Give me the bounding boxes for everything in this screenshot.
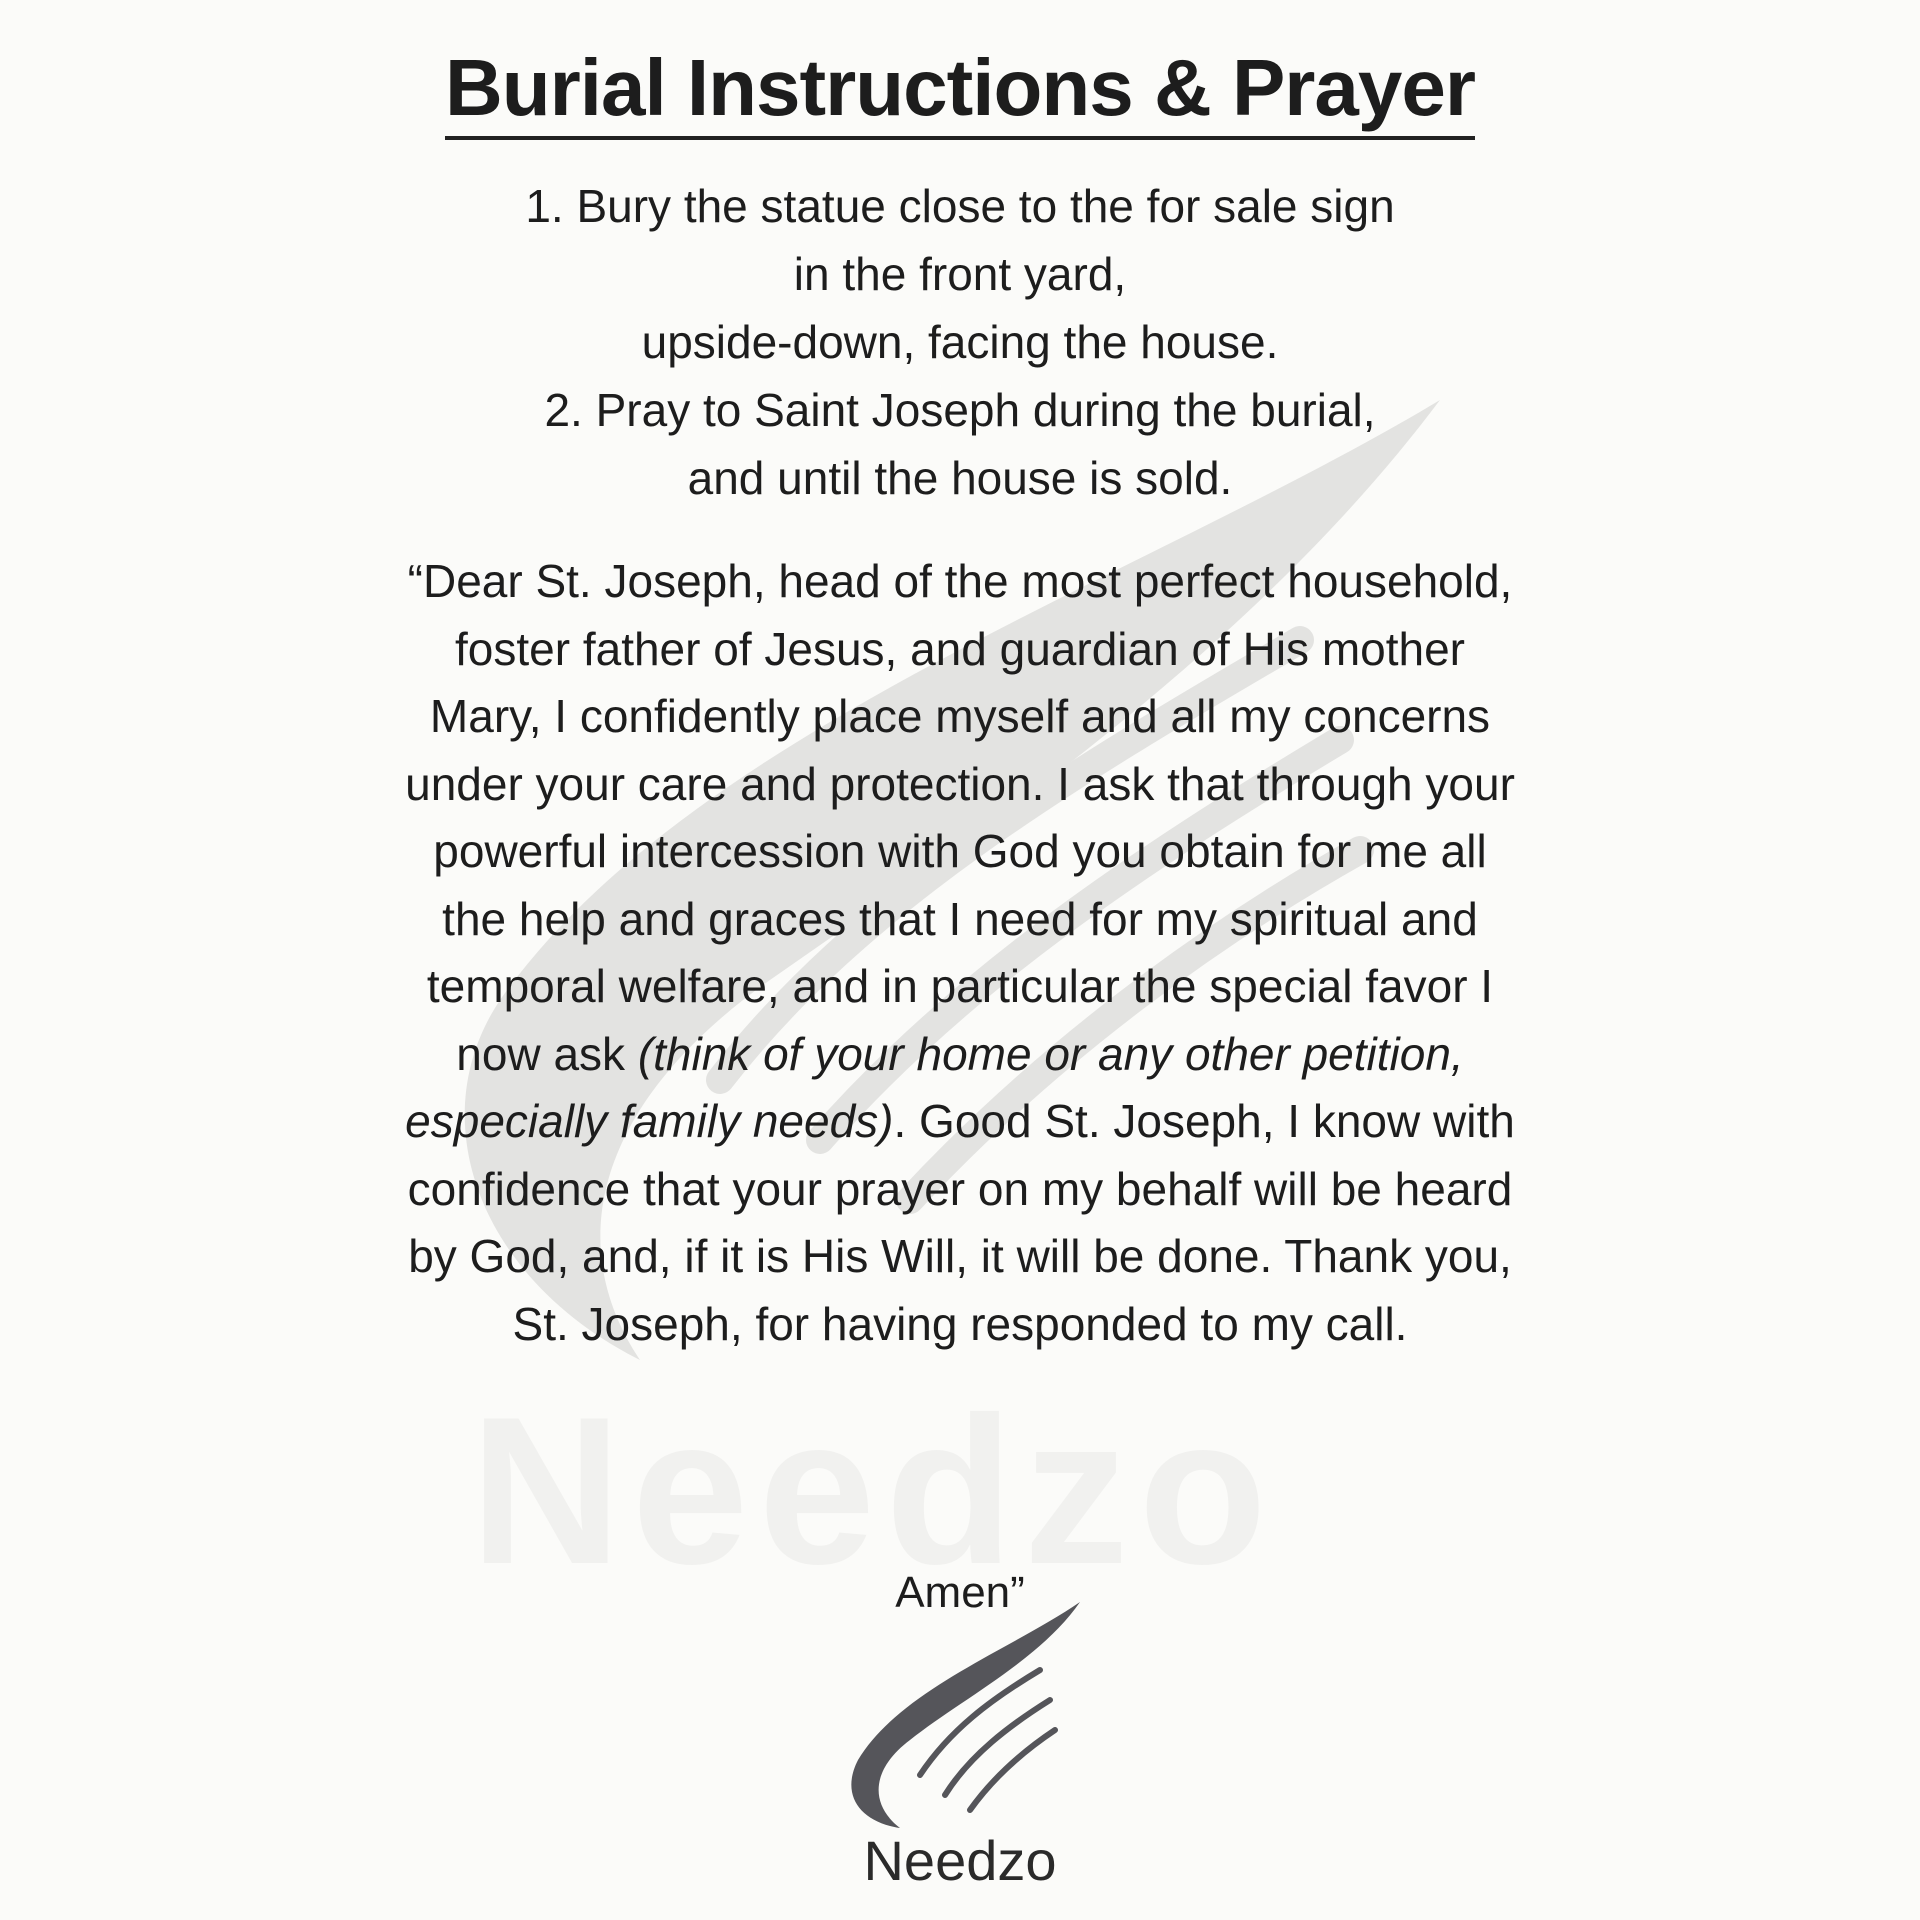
instruction-line: upside-down, facing the house. <box>641 316 1279 368</box>
prayer-amen: Amen” <box>895 1568 1025 1617</box>
prayer-text-closing: . Good St. Joseph, I know with confidence that your prayer on my behalf will be heard by God, and, if it is His Will, it will be done. Thank you, St. Joseph, for having responded to my call. <box>407 1095 1515 1350</box>
instruction-line: and until the house is sold. <box>687 452 1233 504</box>
burial-instructions <box>360 172 1560 512</box>
brand-name: Needzo <box>863 1829 1057 1892</box>
prayer-text <box>400 548 1520 1358</box>
instruction-line: in the front yard, <box>793 248 1127 300</box>
page-title-text: Burial Instructions & Prayer <box>445 48 1475 140</box>
page-title <box>0 43 1920 140</box>
prayer-text-main: “Dear St. Joseph, head of the most perfect household, foster father of Jesus, and guardian of His mother Mary, I confidently place myself and all my concerns under your care and protection. I ask that through your powerful intercession with God you obtain for me all the help and graces that I need for my spiritual and temporal welfare, and in particular the special favor I now ask <box>405 555 1515 1080</box>
prayer-petition-note: (think of your home or any other petition, especially family needs) <box>405 1027 1464 1147</box>
wing-icon <box>840 1600 1100 1830</box>
instruction-line: 1. Bury the statue close to the for sale sign <box>525 180 1395 232</box>
instruction-line: 2. Pray to Saint Joseph during the burial, <box>544 384 1376 436</box>
